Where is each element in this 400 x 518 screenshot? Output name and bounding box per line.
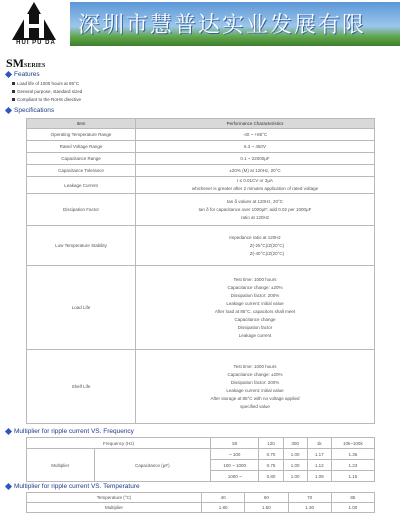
column-header-item: Item: [27, 119, 136, 129]
spec-line: ratio at 120Hz: [240, 214, 269, 220]
spec-item: Load Life: [27, 266, 136, 350]
table-cell: 1.00: [283, 471, 307, 482]
table-row: [27, 141, 375, 153]
diamond-icon: [5, 71, 12, 78]
diamond-icon: [5, 428, 12, 435]
section-label: Features: [14, 71, 40, 78]
spec-item: Operating Temperature Range: [27, 129, 136, 141]
spec-value: [136, 226, 375, 266]
logo-icon: [10, 2, 58, 40]
table-cell: 1.00: [331, 503, 374, 513]
column-header: 300: [283, 438, 307, 449]
spec-item: Low Temperature Stability: [27, 226, 136, 266]
column-header: 10k~100k: [331, 438, 374, 449]
table-header-row: [27, 493, 375, 503]
spec-item: Capacitance Range: [27, 153, 136, 165]
spec-line: Capacitance change: ±20%: [227, 371, 283, 377]
spec-line: tan δ for capacitance over 1000μF: add 0.02 per 1000μF: [198, 206, 312, 212]
table-row: [27, 129, 375, 141]
table-cell: 1.50: [245, 503, 288, 513]
table-row: [27, 449, 375, 460]
bullet-icon: [12, 82, 15, 85]
diamond-icon: [5, 483, 12, 490]
table-cell: 0.70: [259, 449, 283, 460]
column-header: 70: [288, 493, 331, 503]
table-cell: 0.75: [259, 460, 283, 471]
table-row: [27, 350, 375, 424]
spec-line: Leakage current: initial value: [226, 387, 284, 393]
spec-line: Leakage current: [238, 332, 272, 338]
bullet-icon: [12, 90, 15, 93]
spec-line: I ≤ 0.01CV or 3μA: [237, 178, 273, 183]
column-header-performance: Performance Characteristics: [136, 119, 375, 129]
spec-item: Dissipation Factor: [27, 194, 136, 226]
table-row: [27, 177, 375, 194]
spec-line: Test time: 1000 hours: [233, 363, 277, 369]
column-header: 50: [210, 438, 258, 449]
table-row: [27, 503, 375, 513]
section-label: Multiplier for ripple current VS. Frequency: [14, 428, 134, 435]
header-banner: [0, 0, 400, 50]
column-header: 1k: [307, 438, 331, 449]
ripple-temperature-table: [26, 492, 375, 513]
table-cell: 1.12: [307, 460, 331, 471]
table-row: [27, 153, 375, 165]
table-cell: 1.00: [283, 449, 307, 460]
table-row: [27, 194, 375, 226]
spec-value: 0.1 ~ 22000μF: [136, 153, 375, 165]
spec-line: Dissipation factor: [237, 324, 273, 330]
series-title: [6, 56, 45, 71]
table-row: [27, 165, 375, 177]
series-suffix: SERIES: [24, 63, 46, 69]
spec-item: Capacitance Tolerance: [27, 165, 136, 177]
table-cell: 1.00: [283, 460, 307, 471]
feature-text: General purpose, standard sized: [17, 89, 83, 94]
series-name: SM: [6, 56, 24, 70]
table-cell: 100 ~ 1000: [210, 460, 258, 471]
table-header-row: [27, 438, 375, 449]
table-cell: 1.17: [307, 449, 331, 460]
feature-item: [12, 89, 82, 94]
spec-line: Capacitance change: [234, 316, 276, 322]
spec-line: specified value: [240, 403, 270, 409]
spec-value: [136, 177, 375, 194]
company-name: 深圳市慧普达实业发展有限: [78, 13, 367, 38]
spec-line: Test time: 1000 hours: [233, 276, 277, 282]
feature-text: Load life of 1000 hours at 85°C: [17, 81, 80, 86]
spec-line: Dissipation factor: 200%: [230, 292, 280, 298]
table-cell: 1000 ~: [210, 471, 258, 482]
company-logo: [4, 2, 64, 50]
section-label: Specifications: [14, 107, 55, 114]
spec-line: Capacitance change: ±20%: [227, 284, 283, 290]
spec-line: Z(-25°C)/Z(20°C): [249, 242, 285, 248]
feature-item: [12, 81, 79, 86]
spec-item: Shelf Life: [27, 350, 136, 424]
diamond-icon: [5, 107, 12, 114]
spec-line: whichever is greater after 2 minutes application of rated voltage: [191, 186, 319, 191]
table-cell: 1.80: [202, 503, 245, 513]
column-header: Frequency (Hz): [27, 438, 211, 449]
section-label: Multiplier for ripple current VS. Temperature: [14, 483, 140, 490]
section-ripple-frequency: [6, 428, 134, 435]
table-cell: 1.36: [331, 449, 374, 460]
column-header: 60: [245, 493, 288, 503]
spec-value: [136, 194, 375, 226]
table-cell: 1.30: [288, 503, 331, 513]
spec-line: After storage at 85°C with no voltage applied: [210, 395, 300, 401]
spec-item: Rated Voltage Range: [27, 141, 136, 153]
table-cell: 1.09: [307, 471, 331, 482]
column-header: 40: [202, 493, 245, 503]
spec-line: After load at 85°C, capacitors shall meet: [214, 308, 296, 314]
column-header: 85: [331, 493, 374, 503]
feature-item: [12, 97, 81, 102]
table-cell: ~ 100: [210, 449, 258, 460]
spec-line: Leakage current: initial value: [226, 300, 284, 306]
table-header-row: [27, 119, 375, 129]
spec-value: -40 ~ +85°C: [136, 129, 375, 141]
table-cell: 0.80: [259, 471, 283, 482]
spec-value: 6.3 ~ 450V: [136, 141, 375, 153]
spec-item: Leakage Current: [27, 177, 136, 194]
column-header: Temperature (°C): [27, 493, 202, 503]
spec-line: Impedance ratio at 120Hz: [229, 234, 281, 240]
spec-table: [26, 118, 375, 424]
table-cell: 1.15: [331, 471, 374, 482]
table-row: [27, 266, 375, 350]
section-features: [6, 71, 40, 78]
section-specifications: [6, 107, 54, 114]
spec-line: Dissipation factor: 200%: [230, 379, 280, 385]
row-sub-label: Capacitance (μF): [94, 449, 210, 482]
section-ripple-temperature: [6, 483, 140, 490]
bullet-icon: [12, 98, 15, 101]
ripple-frequency-table: [26, 437, 375, 482]
spec-value: [136, 266, 375, 350]
table-row: [27, 226, 375, 266]
row-label: Multiplier: [27, 503, 202, 513]
spec-value: ±20% (M) at 120Hz, 20°C: [136, 165, 375, 177]
spec-line: tan δ values at 120Hz, 20°C: [226, 198, 284, 204]
row-group-label: Multiplier: [27, 449, 95, 482]
logo-text: HUI PU DA: [16, 40, 56, 46]
spec-value: [136, 350, 375, 424]
spec-line: Z(-40°C)/Z(20°C): [249, 250, 285, 256]
column-header: 120: [259, 438, 283, 449]
feature-text: Compliant to the RoHS directive: [17, 97, 82, 102]
table-cell: 1.23: [331, 460, 374, 471]
